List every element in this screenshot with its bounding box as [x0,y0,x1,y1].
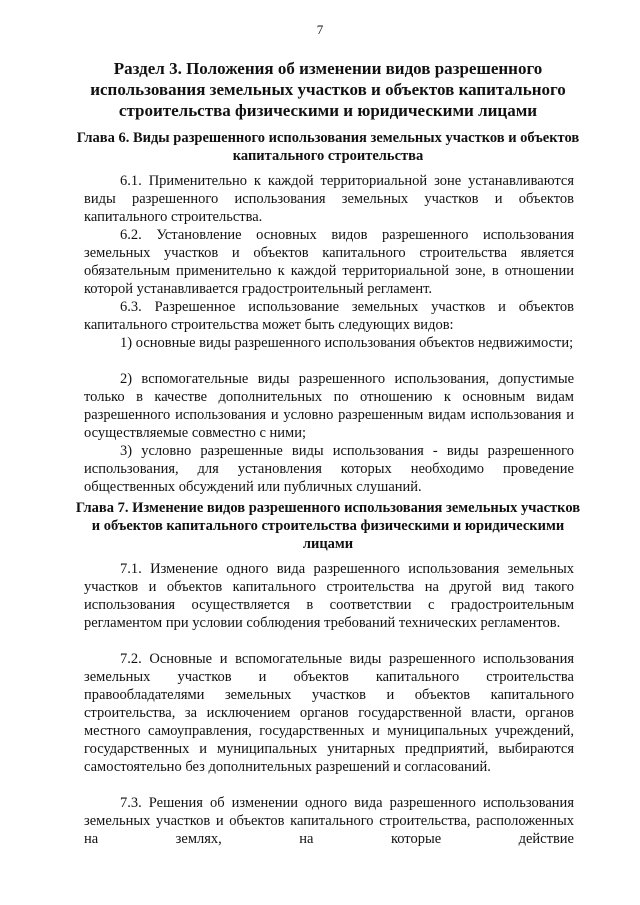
section-title: Раздел 3. Положения об изменении видов разрешенного использования земельных участков и объектов капитального строительства физическими и юридическими лицами [90,59,566,120]
list-item-3: 3) условно разрешенные виды использования - виды разрешенного использования, для установления которых необходимо проведение общественных обсуждений или публичных слушаний. [84,443,574,495]
paragraph-6-1: 6.1. Применительно к каждой территориальной зоне устанавливаются виды разрешенного использования земельных участков и объектов капитального строительства. [84,173,574,225]
chapter-7-title: Глава 7. Изменение видов разрешенного использования земельных участков и объектов капитального строительства физическими и юридическими лицами [75,500,581,552]
list-item-1: 1) основные виды разрешенного использования объектов недвижимости; [120,335,574,351]
paragraph-7-1: 7.1. Изменение одного вида разрешенного использования земельных участков и объектов капитального строительства на другой вид такого использования осуществляется в соответствии с градостроительным регламентом при условии соблюдения требований технических регламентов. [84,561,574,631]
chapter-6-title: Глава 6. Виды разрешенного использования земельных участков и объектов капитального строительства [76,130,580,164]
paragraph-6-3: 6.3. Разрешенное использование земельных участков и объектов капитального строительства может быть следующих видов: [84,299,574,333]
paragraph-7-3: 7.3. Решения об изменении одного вида разрешенного использования земельных участков и объектов капитального строительства, расположенных на землях, на которые действие [84,795,574,847]
paragraph-6-2: 6.2. Установление основных видов разрешенного использования земельных участков и объектов капитального строительства является обязательным применительно к каждой территориальной зоне, в отношении которой устанавливается градостроительный регламент. [84,227,574,297]
paragraph-7-2: 7.2. Основные и вспомогательные виды разрешенного использования земельных участков и объектов капитального строительства правообладателями земельных участков и объектов капитального строительства, за исключением органов государственной власти, органов местного самоуправления, государственных и муниципальных учреждений, государственных и муниципальных унитарных предприятий, выбираются самостоятельно без дополнительных разрешений и согласований. [84,651,574,775]
list-item-2: 2) вспомогательные виды разрешенного использования, допустимые только в качестве дополнительных по отношению к основным видам разрешенного использования и условно разрешенным видам использования и осуществляемые совместно с ними; [84,371,574,441]
page-number: 7 [316,22,324,37]
